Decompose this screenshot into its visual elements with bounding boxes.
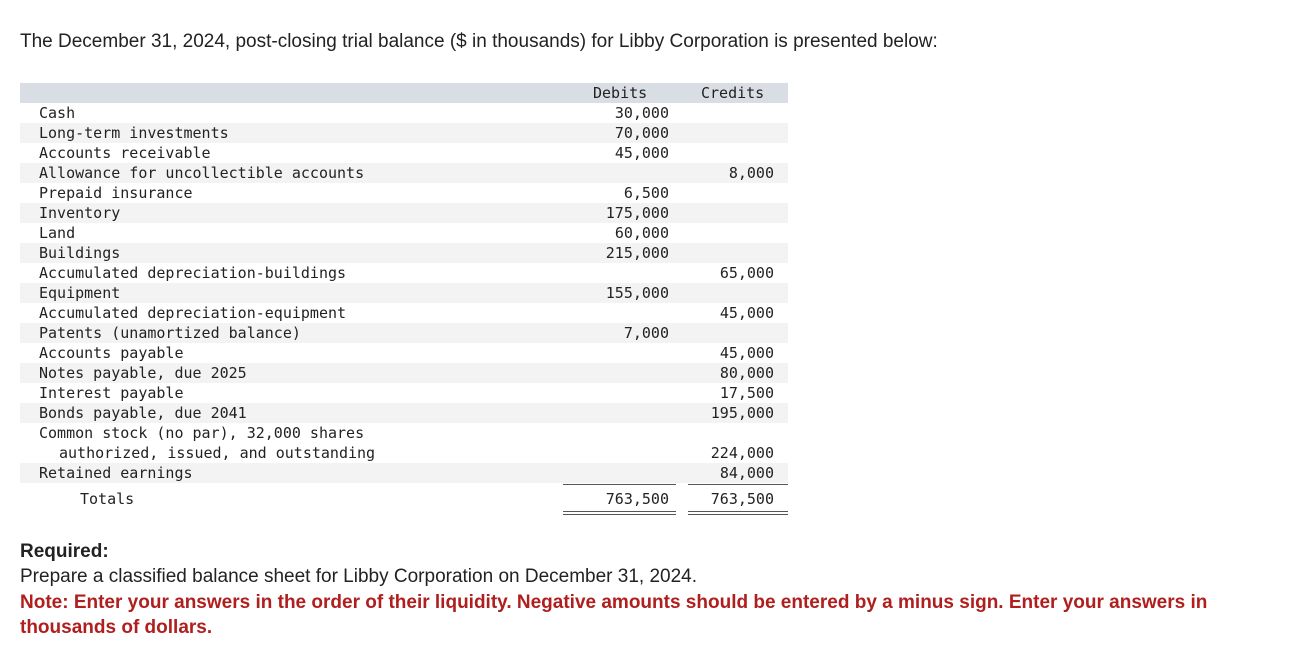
account-label: Cash	[39, 104, 76, 122]
account-label: Buildings	[39, 244, 121, 262]
debit-total-rule	[563, 484, 676, 485]
table-row	[20, 343, 788, 363]
table-header-row	[20, 83, 788, 103]
account-label: Long-term investments	[39, 124, 229, 142]
table-row	[20, 263, 788, 283]
account-label: Inventory	[39, 204, 121, 222]
credit-total-rule	[688, 484, 788, 485]
debit-value: 30,000	[614, 104, 669, 122]
credit-value: 84,000	[719, 464, 774, 482]
account-label: Land	[39, 224, 76, 242]
table-row	[20, 103, 788, 123]
debit-value: 60,000	[614, 224, 669, 242]
debit-value: 7,000	[623, 324, 669, 342]
debit-value: 215,000	[605, 244, 669, 262]
totals-row	[20, 489, 788, 509]
table-row	[20, 143, 788, 163]
account-label-continuation: authorized, issued, and outstanding	[59, 444, 376, 462]
table-row-common-stock	[20, 423, 788, 463]
account-label: Accumulated depreciation-buildings	[39, 264, 347, 282]
debits-header: Debits	[593, 84, 648, 102]
debit-value: 45,000	[614, 144, 669, 162]
trial-balance-table	[20, 83, 788, 508]
total-debits: 763,500	[605, 490, 669, 508]
debit-value: 70,000	[614, 124, 669, 142]
debit-value: 6,500	[623, 184, 669, 202]
table-row-retained-earnings	[20, 463, 788, 483]
note-text: Note: Enter your answers in the order of their liquidity. Negative amounts should be entered by a minus sign. Enter your answers in thousands of dollars.	[20, 592, 1208, 638]
account-label: Accounts payable	[39, 344, 184, 362]
account-label: Allowance for uncollectible accounts	[39, 164, 365, 182]
credits-header: Credits	[701, 84, 765, 102]
credit-value: 224,000	[710, 444, 774, 462]
table-row	[20, 123, 788, 143]
account-label: Notes payable, due 2025	[39, 364, 247, 382]
credit-value: 17,500	[719, 384, 774, 402]
table-row	[20, 403, 788, 423]
account-label: Equipment	[39, 284, 121, 302]
credit-value: 195,000	[710, 404, 774, 422]
account-label: Interest payable	[39, 384, 184, 402]
account-rows	[20, 103, 788, 423]
account-label: Patents (unamortized balance)	[39, 324, 301, 342]
credit-value: 65,000	[719, 264, 774, 282]
table-row	[20, 203, 788, 223]
table-row	[20, 243, 788, 263]
debit-value: 175,000	[605, 204, 669, 222]
debit-value: 155,000	[605, 284, 669, 302]
table-row	[20, 303, 788, 323]
totals-label: Totals	[80, 490, 135, 508]
credit-value: 8,000	[728, 164, 774, 182]
table-row	[20, 363, 788, 383]
table-row	[20, 183, 788, 203]
credit-value: 45,000	[719, 304, 774, 322]
intro-text: The December 31, 2024, post-closing trial balance ($ in thousands) for Libby Corporation is presented below:	[20, 31, 938, 52]
account-label: Bonds payable, due 2041	[39, 404, 247, 422]
debit-double-rule	[563, 511, 676, 515]
table-row	[20, 223, 788, 243]
account-label: Prepaid insurance	[39, 184, 193, 202]
table-row	[20, 283, 788, 303]
table-row	[20, 383, 788, 403]
table-row	[20, 163, 788, 183]
credit-double-rule	[688, 511, 788, 515]
instruction-text: Prepare a classified balance sheet for Libby Corporation on December 31, 2024.	[20, 566, 698, 587]
table-row	[20, 323, 788, 343]
required-heading: Required:	[20, 541, 109, 562]
account-label: Retained earnings	[39, 464, 193, 482]
credit-value: 80,000	[719, 364, 774, 382]
total-credits: 763,500	[710, 490, 774, 508]
account-label: Common stock (no par), 32,000 shares	[39, 424, 365, 442]
account-label: Accounts receivable	[39, 144, 211, 162]
account-label: Accumulated depreciation-equipment	[39, 304, 347, 322]
credit-value: 45,000	[719, 344, 774, 362]
